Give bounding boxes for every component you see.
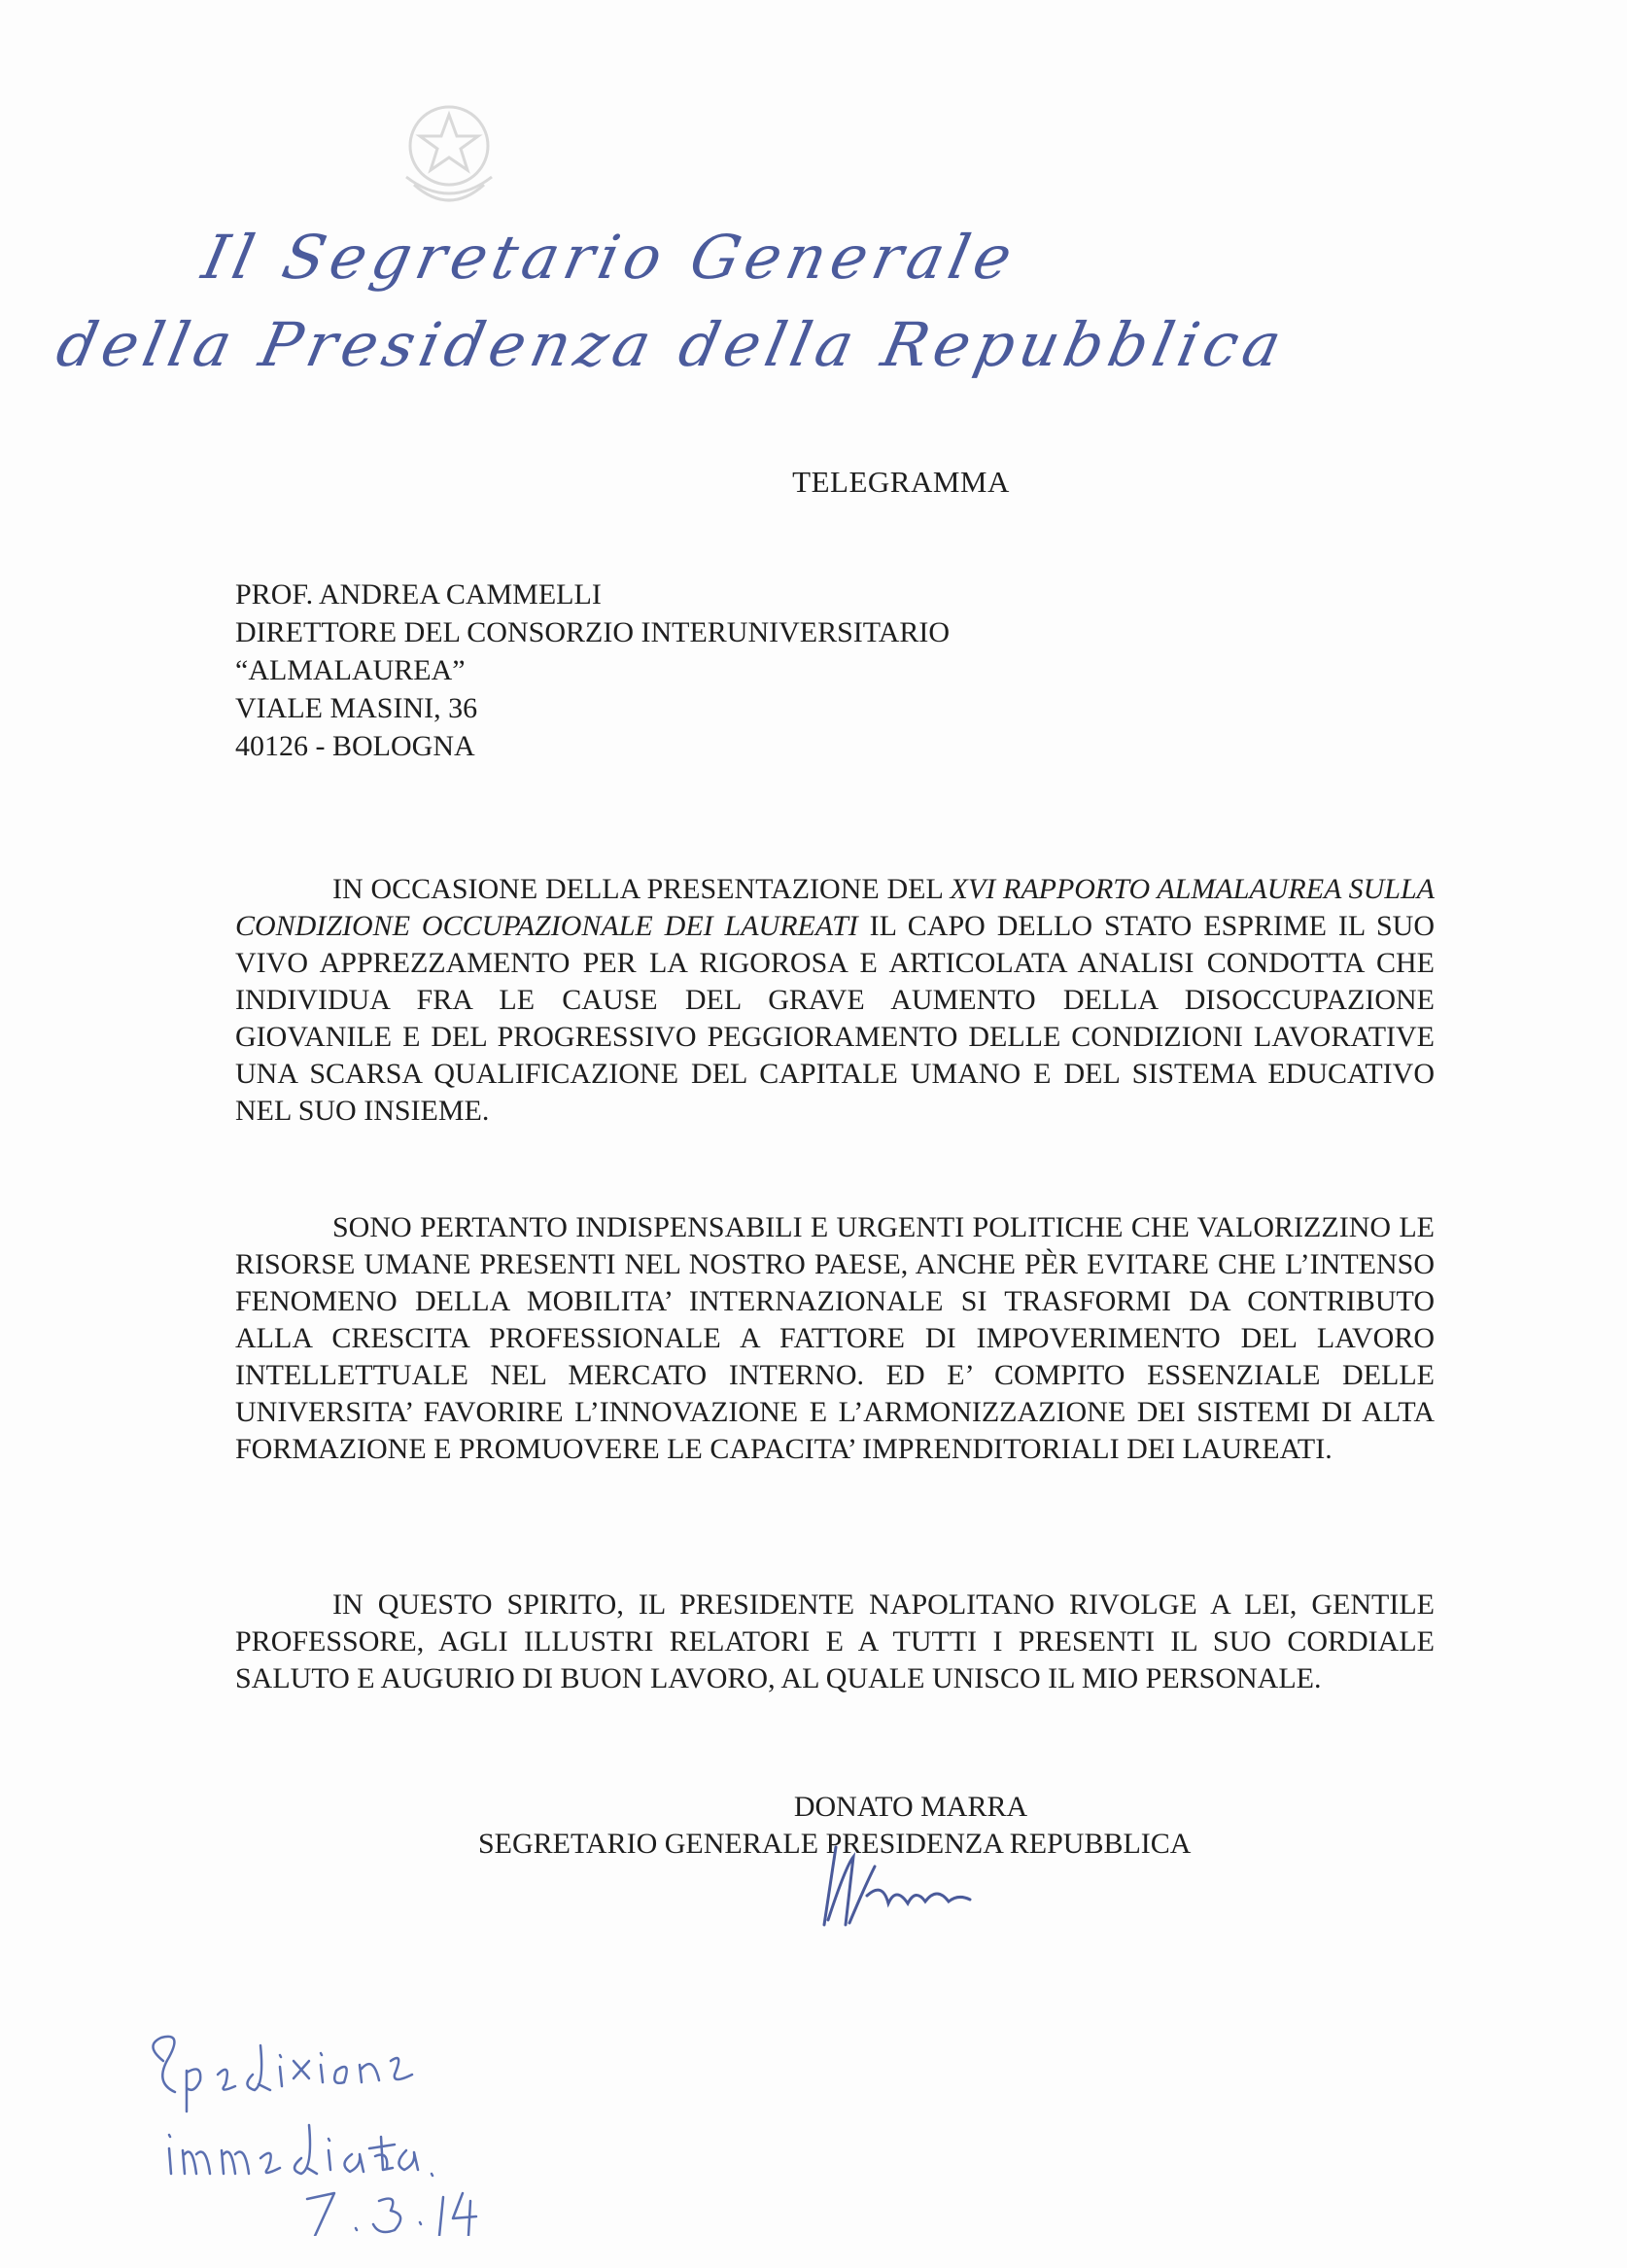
recipient-line: VIALE MASINI, 36 bbox=[235, 692, 478, 724]
letterhead-line-1: Il Segretario Generale bbox=[196, 222, 1024, 293]
body-paragraph-3 bbox=[235, 1587, 1435, 1697]
body-paragraph-1 bbox=[235, 871, 1435, 1130]
recipient-line: 40126 - BOLOGNA bbox=[235, 730, 475, 762]
letterhead bbox=[0, 0, 1627, 380]
recipient-line: DIRETTORE DEL CONSORZIO INTERUNIVERSITARIO bbox=[235, 616, 951, 648]
paragraph-3-text: IN QUESTO SPIRITO, IL PRESIDENTE NAPOLITANO RIVOLGE A LEI, GENTILE PROFESSORE, AGLI ILLUSTRI RELATORI E A TUTTI I PRESENTI IL SUO CORDIALE SALUTO E AUGURIO DI BUON LAVORO, AL QUALE UNISCO IL MIO PERSONALE. bbox=[235, 1588, 1435, 1694]
handwritten-signature bbox=[807, 1828, 1001, 1935]
letterhead-line-2: della Presidenza della Repubblica bbox=[51, 309, 1294, 380]
signatory-role: SEGRETARIO GENERALE PRESIDENZA REPUBBLICA bbox=[478, 1828, 1192, 1860]
paragraph-1-rest: IL CAPO DELLO STATO ESPRIME IL SUO VIVO APPREZZAMENTO PER LA RIGOROSA E ARTICOLATA ANALISI CONDOTTA CHE INDIVIDUA FRA LE CAUSE DEL GRAVE AUMENTO DELLA DISOCCUPAZIONE GIOVANILE E DEL PROGRESSIVO PEGGIORAMENTO DELLE CONDIZIONI LAVORATIVE UNA SCARSA QUALIFICAZIONE DEL CAPITALE UMANO E DEL SISTEMA EDUCATIVO NEL SUO INSIEME. bbox=[235, 910, 1435, 1127]
recipient-address bbox=[235, 576, 950, 765]
signatory-name: DONATO MARRA bbox=[793, 1791, 1028, 1823]
report-title-italic: XVI RAPPORTO ALMALAUREA SULLA CONDIZIONE OCCUPAZIONALE DEI LAUREATI bbox=[235, 873, 1435, 942]
paragraph-2-text: SONO PERTANTO INDISPENSABILI E URGENTI POLITICHE CHE VALORIZZINO LE RISORSE UMANE PRESENTI NEL NOSTRO PAESE, ANCHE PÈR EVITARE CHE L’INTENSO FENOMENO DELLA MOBILITA’ INTERNAZIONALE SI TRASFORMI DA CONTRIBUTO ALLA CRESCITA PROFESSIONALE A FATTORE DI IMPOVERIMENTO DEL LAVORO INTELLETTUALE NEL MERCATO INTERNO. ED E’ COMPITO ESSENZIALE DELLE UNIVERSITA’ FAVORIRE L’INNOVAZIONE E L’ARMONIZZAZIONE DEI SISTEMI DI ALTA FORMAZIONE E PROMUOVERE LE CAPACITA’ IMPRENDITORIALI DEI LAUREATI. bbox=[235, 1211, 1435, 1465]
recipient-line: “ALMALAUREA” bbox=[235, 654, 466, 686]
body-paragraph-2 bbox=[235, 1209, 1435, 1468]
paragraph-1-lead: IN OCCASIONE DELLA PRESENTAZIONE DEL bbox=[332, 873, 951, 905]
document-title: TELEGRAMMA bbox=[792, 465, 1010, 499]
handwritten-note bbox=[136, 2003, 583, 2236]
recipient-line: PROF. ANDREA CAMMELLI bbox=[235, 578, 602, 611]
